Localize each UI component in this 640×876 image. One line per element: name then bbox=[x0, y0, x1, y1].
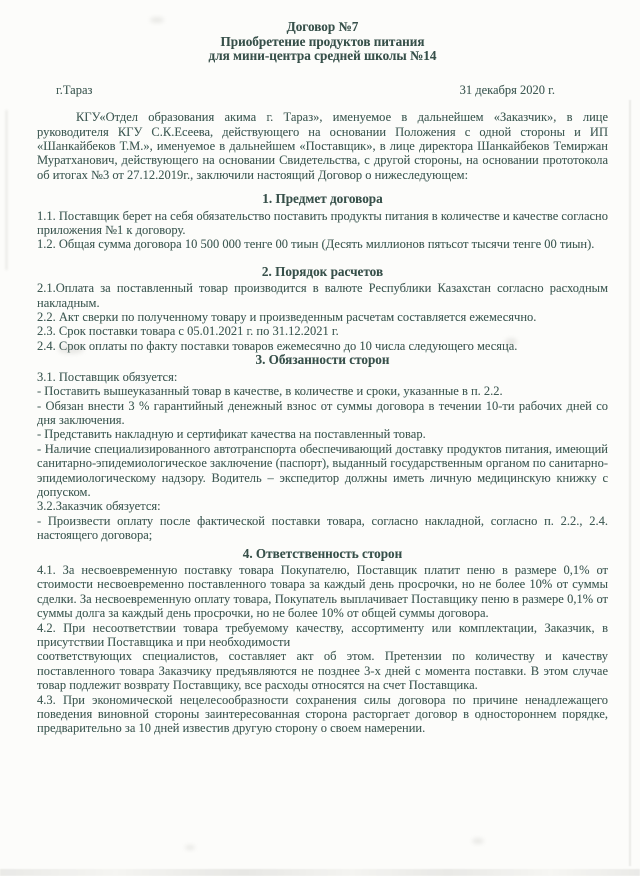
document-title-line-2: Приобретение продуктов питания bbox=[220, 33, 425, 49]
paragraph: 4.1. За несвоевременную поставку товара Покупателю, Поставщик платит пеню в размере 0,1% от стоимости несвоевременно поставленного товара за каждый день просрочки, но не более 10% от суммы сделки. За несвоевременную оплату товара, Покупатель выплачивает Поставщику пеню в размере 0,1% от суммы долга за каждый день просрочки, но не более 10% от общей суммы договора. bbox=[37, 562, 608, 621]
paragraph: - Представить накладную и сертификат качества на поставленный товар. bbox=[37, 427, 426, 442]
paragraph: 3.1. Поставщик обязуется: bbox=[37, 369, 178, 384]
paragraph: - Произвести оплату после фактической поставки товара, согласно накладной, согласно п. 2.2., 2.4. настоящего договора; bbox=[37, 513, 608, 543]
paragraph: 4.3. При экономической нецелесообразности сохранения силы договора по причине ненадлежащего поведения виновной стороны заинтересованная сторона расторгает договор в одностороннем порядке, предварительно за 10 дней известив другую сторону о своем намерении. bbox=[37, 692, 608, 736]
paragraph: 4.2. При несоответствии товара требуемому качеству, ассортименту или комплектации, Заказчик, в присутствии Поставщика и при необходимости bbox=[37, 620, 608, 649]
section-heading: 3. Обязанности сторон bbox=[255, 352, 390, 368]
paragraph: 3.2.Заказчик обязуется: bbox=[37, 499, 161, 514]
document-title-line-3: для мини-центра средней школы №14 bbox=[208, 48, 437, 64]
section-heading: 1. Предмет договора bbox=[262, 191, 383, 207]
scan-artifact-bottom-edge bbox=[0, 869, 640, 876]
section-heading: 2. Порядок расчетов bbox=[261, 263, 384, 279]
paragraph: 2.4. Срок оплаты по факту поставки товаров ежемесячно до 10 числа следующего месяца. bbox=[37, 338, 518, 353]
paragraph: 2.2. Акт сверки по полученному товару и произведенным расчетам составляется ежемесячно. bbox=[37, 310, 537, 325]
document-body bbox=[37, 110, 608, 736]
paragraph: 1.2. Общая сумма договора 10 500 000 тенге 00 тиын (Десять миллионов пятьсот тысячи тенге 00 тиын). bbox=[37, 237, 595, 252]
paragraph: 2.3. Срок поставки товара с 05.01.2021 г. по 31.12.2021 г. bbox=[37, 324, 339, 339]
scan-artifact-smudge bbox=[472, 838, 484, 844]
document-title-line-1: Договор №7 bbox=[286, 19, 359, 34]
place-label: г.Тараз bbox=[56, 82, 93, 97]
paragraph: соответствующих специалистов, составляет акт об этом. Претензии по количеству и качеству поставленного товара Заказчику предъявляются не позднее 3-х дней с момента поставки. В этом случае товар подлежит возврату Поставщику, все расходы относятся на счет Поставщика. bbox=[37, 649, 608, 693]
paragraph: КГУ«Отдел образования акима г. Тараз», именуемое в дальнейшем «Заказчик», в лице руководителя КГУ С.К.Есеева, действующего на основании Положения с одной стороны и ИП «Шанкайбеков Т.М.», именуемое в дальнейшем «Поставщик», в лице директора Шанкайбеков Темиржан Муратханович, действующего на основании Свидетельства, с другой стороны, на основании прототокола об итогах №3 от 27.12.2019г., заключили настоящий Договор о нижеследующем: bbox=[37, 110, 608, 182]
document-title bbox=[37, 20, 608, 64]
paragraph: - Обязан внести 3 % гарантийный денежный взнос от суммы договора в течении 10-ти рабочих дней со дня заключения. bbox=[37, 398, 608, 427]
paragraph: - Наличие специализированного автотранспорта обеспечивающий доставку продуктов питания, имеющий санитарно-эпидемиологическое заключение (паспорт), выданный государственным органом по санитарно-эпидемиологическому надзору. Водитель – экспедитор должны иметь личную медицинскую книжку с допуском. bbox=[37, 441, 608, 499]
paragraph: 1.1. Поставщик берет на себя обязательство поставить продукты питания в количестве и качестве согласно приложения №1 к договору. bbox=[37, 208, 608, 238]
paragraph: 2.1.Оплата за поставленный товар производится в валюте Республики Казахстан согласно расходным накладным. bbox=[37, 281, 608, 310]
scan-artifact-smudge bbox=[185, 845, 195, 850]
section-heading: 4. Ответственность сторон bbox=[242, 545, 403, 561]
place-date-row bbox=[37, 83, 608, 97]
date-label: 31 декабря 2020 г. bbox=[459, 82, 555, 97]
paragraph: - Поставить вышеуказанный товар в качестве, в количестве и сроки, указанные в п. 2.2. bbox=[37, 384, 503, 399]
